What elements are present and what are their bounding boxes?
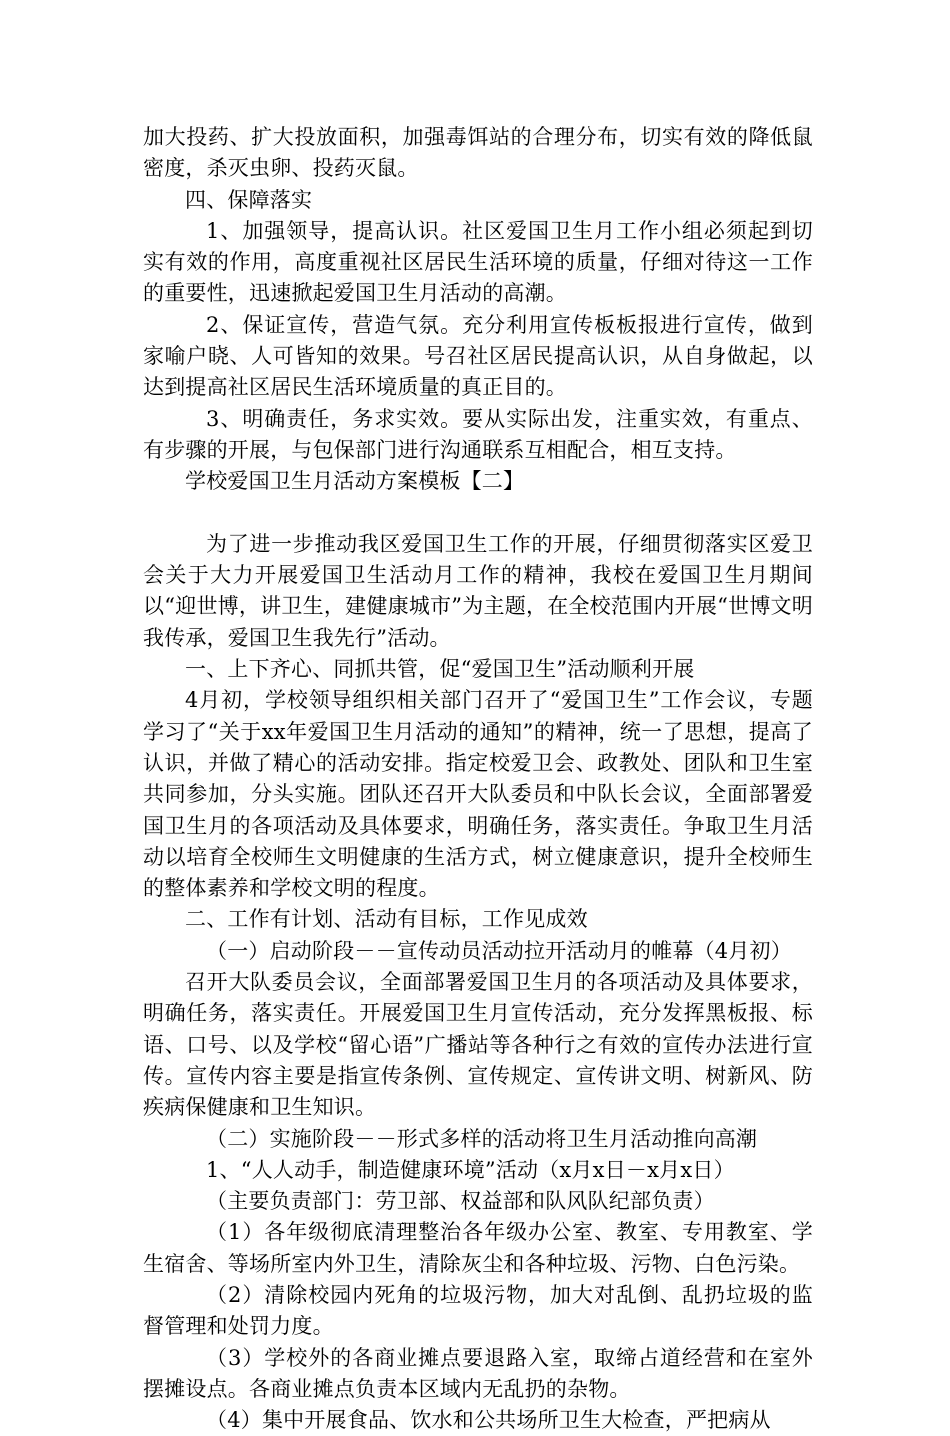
- list-item: （4）集中开展食品、饮水和公共场所卫生大检查，严把病从: [206, 1408, 771, 1433]
- blank-line: [143, 498, 813, 529]
- document-body: [143, 122, 813, 1436]
- subsection-heading: （一）启动阶段－－宣传动员活动拉开活动月的帷幕（4月初）: [206, 938, 792, 963]
- list-item: （1）各年级彻底清理整治各年级办公室、教室、专用教室、学生宿舍、等场所室内外卫生，清除灰尘和各种垃圾、污物、白色污染。: [143, 1220, 813, 1276]
- list-item-heading: 1、“人人动手，制造健康环境”活动（x月x日－x月x日）: [206, 1157, 735, 1182]
- paragraph: 加大投药、扩大投放面积，加强毒饵站的合理分布，切实有效的降低鼠密度，杀灭虫卵、投药灭鼠。: [143, 125, 813, 181]
- section-heading: 二、工作有计划、活动有目标，工作见成效: [185, 907, 588, 932]
- paragraph: 2、保证宣传，营造气氛。充分利用宣传板板报进行宣传，做到家喻户晓、人可皆知的效果。号召社区居民提高认识，从自身做起，以达到提高社区居民生活环境质量的真正目的。: [143, 312, 813, 400]
- paragraph: 4月初，学校领导组织相关部门召开了“爱国卫生”工作会议，专题学习了“关于xx年爱国卫生月活动的通知”的精神，统一了思想，提高了认识，并做了精心的活动安排。指定校爱卫会、政教处、团队和卫生室共同参加，分头实施。团队还召开大队委员和中队长会议，全面部署爱国卫生月的各项活动及具体要求，明确任务，落实责任。争取卫生月活动以培育全校师生文明健康的生活方式，树立健康意识，提升全校师生的整体素养和学校文明的程度。: [143, 688, 813, 901]
- subsection-heading: （二）实施阶段－－形式多样的活动将卫生月活动推向高潮: [206, 1126, 758, 1151]
- paragraph: 3、明确责任，务求实效。要从实际出发，注重实效，有重点、有步骤的开展，与包保部门进行沟通联系互相配合，相互支持。: [143, 406, 813, 462]
- paragraph: 召开大队委员会议，全面部署爱国卫生月的各项活动及具体要求，明确任务，落实责任。开展爱国卫生月宣传活动，充分发挥黑板报、标语、口号、以及学校“留心语”广播站等各种行之有效的宣传办法进行宣传。宣传内容主要是指宣传条例、宣传规定、宣传讲文明、树新风、防疾病保健康和卫生知识。: [143, 970, 813, 1120]
- paragraph: 1、加强领导，提高认识。社区爱国卫生月工作小组必须起到切实有效的作用，高度重视社区居民生活环境的质量，仔细对待这一工作的重要性，迅速掀起爱国卫生月活动的高潮。: [143, 218, 813, 306]
- section-heading: 四、保障落实: [185, 187, 313, 212]
- section-heading: 一、上下齐心、同抓共管，促“爱国卫生”活动顺利开展: [185, 657, 695, 682]
- list-item: （2）清除校园内死角的垃圾污物，加大对乱倒、乱扔垃圾的监督管理和处罚力度。: [143, 1282, 813, 1339]
- list-item: （3）学校外的各商业摊点要退路入室，取缔占道经营和在室外摆摊设点。各商业摊点负责本区域内无乱扔的杂物。: [143, 1345, 813, 1401]
- document-title: 学校爱国卫生月活动方案模板【二】: [185, 469, 525, 494]
- paragraph: 为了进一步推动我区爱国卫生工作的开展，仔细贯彻落实区爱卫会关于大力开展爱国卫生活动月工作的精神，我校在爱国卫生月期间以“迎世博，讲卫生，建健康城市”为主题，在全校范围内开展“世博文明我传承，爱国卫生我先行”活动。: [143, 531, 813, 650]
- paragraph: （主要负责部门：劳卫部、权益部和队风队纪部负责）: [206, 1189, 715, 1214]
